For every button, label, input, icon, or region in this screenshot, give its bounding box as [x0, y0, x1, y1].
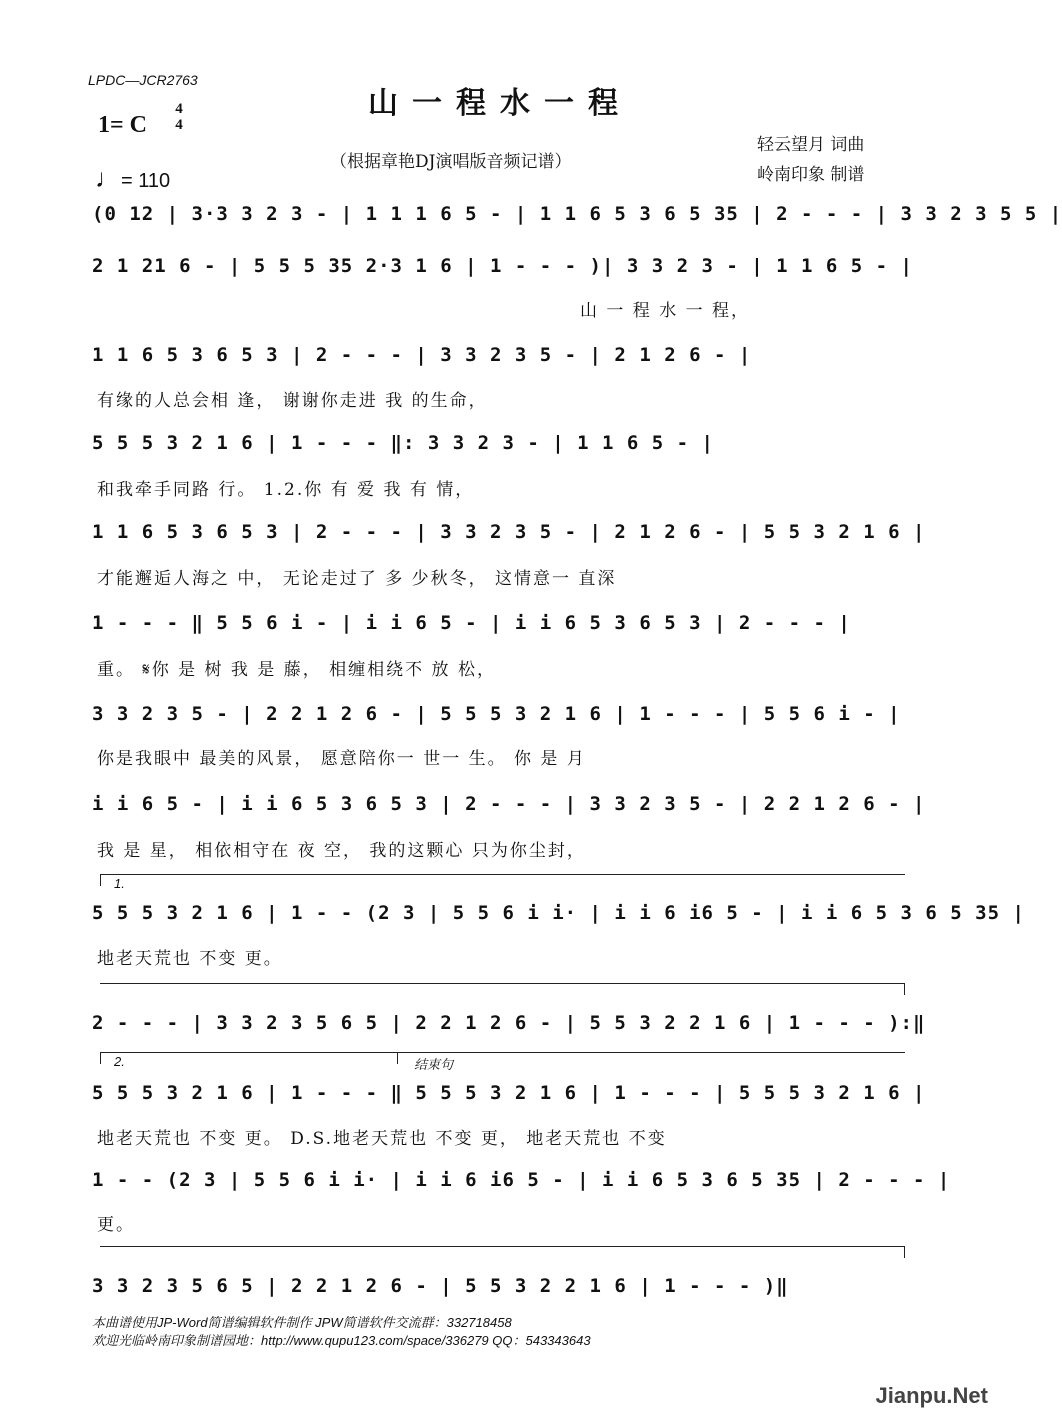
arranger-credit: 岭南印象 制谱 [757, 165, 865, 185]
lyric-line-11: 地老天荒也 不变 更。 D.S.地老天荒也 不变 更， 地老天荒也 不变 [97, 1129, 667, 1149]
key-signature: 1= C [98, 112, 148, 138]
notation-line-10: 2 - - - | 3 3 2 3 5 6 5 | 2 2 1 2 6 - | 5 5 3 2 2 1 6 | 1 - - - ):‖ [92, 1012, 926, 1034]
lyric-line-9: 地老天荒也 不变 更。 [97, 949, 283, 969]
ending-1-continuation [100, 983, 905, 984]
footer-software-note: 本曲谱使用JP-Word简谱编辑软件制作 JPW简谱软件交流群：332718458 [92, 1315, 512, 1330]
ending-2-tick [100, 1052, 101, 1064]
notation-line-3: 1 1 6 5 3 6 5 3 | 2 - - - | 3 3 2 3 5 - | 2 1 2 6 - | [92, 344, 752, 366]
notation-line-9: 5 5 5 3 2 1 6 | 1 - - (2 3 | 5 5 6 i i· | i i 6 i6 5 - | i i 6 5 3 6 5 35 | [92, 902, 1025, 924]
lyricist-credit: 轻云望月 词曲 [757, 135, 865, 155]
quarter-note-icon: ♩ [95, 163, 121, 193]
subtitle: （根据章艳DJ演唱版音频记谱） [330, 152, 572, 172]
lyric-line-8: 我 是 星， 相依相守在 夜 空， 我的这颗心 只为你尘封， [97, 841, 586, 861]
lyric-line-6: 重。 𝄋你 是 树 我 是 藤， 相缠相绕不 放 松， [97, 660, 496, 680]
notation-line-11: 5 5 5 3 2 1 6 | 1 - - - ‖ 5 5 5 3 2 1 6 | 1 - - - | 5 5 5 3 2 1 6 | [92, 1082, 926, 1104]
notation-line-5: 1 1 6 5 3 6 5 3 | 2 - - - | 3 3 2 3 5 - | 2 1 2 6 - | 5 5 3 2 1 6 | [92, 521, 926, 543]
watermark: Jianpu.Net [875, 1383, 988, 1408]
ending-1-label: 1. [114, 876, 125, 891]
notation-line-12: 1 - - (2 3 | 5 5 6 i i· | i i 6 i6 5 - | i i 6 5 3 6 5 35 | 2 - - - | [92, 1169, 951, 1191]
time-signature-bottom: 4 [175, 117, 183, 133]
notation-line-1: (0 12 | 3·3 3 2 3 - | 1 1 1 6 5 - | 1 1 6 5 3 6 5 35 | 2 - - - | 3 3 2 3 5 5 | [92, 203, 1062, 225]
notation-line-4: 5 5 5 3 2 1 6 | 1 - - - ‖: 3 3 2 3 - | 1 1 6 5 - | [92, 432, 714, 454]
ending-1-end-tick [904, 983, 905, 995]
time-signature [172, 101, 186, 133]
ending-1-tick [100, 874, 101, 886]
lyric-line-7: 你是我眼中 最美的风景， 愿意陪你一 世一 生。 你 是 月 [97, 749, 586, 769]
time-signature-top: 4 [175, 101, 183, 117]
ending-2-label: 2. [114, 1054, 125, 1069]
lyric-line-4: 和我牵手同路 行。 1.2.你 有 爱 我 有 情， [97, 480, 475, 500]
coda-label: 结束句 [414, 1057, 454, 1072]
ending-2-bracket [100, 1052, 905, 1053]
footer-website-note: 欢迎光临岭南印象制谱园地：http://www.qupu123.com/space/336279 QQ：543343643 [92, 1333, 591, 1348]
lyric-line-2: 山 一 程 水 一 程， [580, 301, 751, 321]
tempo-marking [95, 163, 170, 194]
notation-line-2: 2 1 21 6 - | 5 5 5 35 2·3 1 6 | 1 - - - )| 3 3 2 3 - | 1 1 6 5 - | [92, 255, 913, 277]
page-title: 山一程水一程 [368, 86, 632, 121]
lyric-line-5: 才能邂逅人海之 中， 无论走过了 多 少秋冬， 这情意一 直深 [97, 569, 617, 589]
tempo-value: = 110 [121, 170, 171, 192]
coda-tick [397, 1052, 398, 1064]
ending-1-bracket [100, 874, 905, 875]
notation-line-8: i i 6 5 - | i i 6 5 3 6 5 3 | 2 - - - | 3 3 2 3 5 - | 2 2 1 2 6 - | [92, 793, 926, 815]
lyric-line-12: 更。 [97, 1215, 135, 1235]
notation-line-7: 3 3 2 3 5 - | 2 2 1 2 6 - | 5 5 5 3 2 1 6 | 1 - - - | 5 5 6 i - | [92, 703, 901, 725]
score-code: LPDC—JCR2763 [88, 72, 198, 88]
lyric-line-3: 有缘的人总会相 逢， 谢谢你走进 我 的生命， [97, 391, 488, 411]
closing-bracket [100, 1246, 905, 1247]
notation-line-13: 3 3 2 3 5 6 5 | 2 2 1 2 6 - | 5 5 3 2 2 1 6 | 1 - - - )‖ [92, 1275, 789, 1297]
notation-line-6: 1 - - - ‖ 5 5 6 i - | i i 6 5 - | i i 6 5 3 6 5 3 | 2 - - - | [92, 612, 851, 634]
closing-bracket-tick [904, 1246, 905, 1258]
